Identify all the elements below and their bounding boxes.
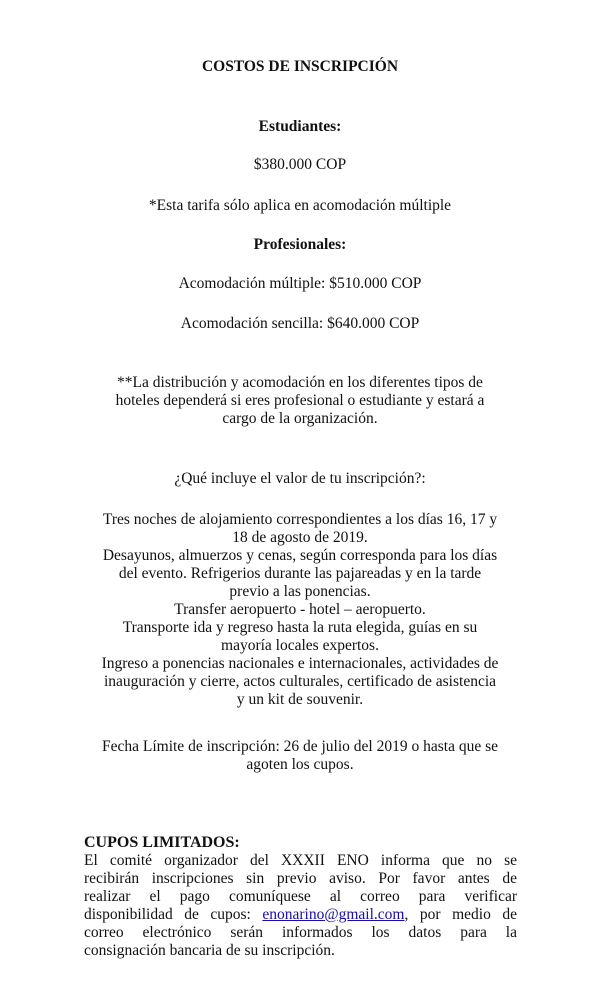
students-note: *Esta tarifa sólo aplica en acomodación múltiple [148, 197, 452, 214]
deadline-note [70, 738, 530, 774]
limited-spots-section [84, 834, 517, 960]
students-heading: Estudiantes: [258, 118, 342, 135]
deadline-line: Fecha Límite de inscripción: 26 de julio del 2019 o hasta que se [101, 738, 498, 755]
note-line: **La distribución y acomodación en los diferentes tipos de [117, 374, 483, 391]
limited-line: realizar el pago comuníquese al correo para verificar [84, 888, 517, 905]
includes-line: Desayunos, almuerzos y cenas, según corresponda para los días [102, 547, 498, 564]
professionals-heading: Profesionales: [253, 236, 347, 253]
deadline-line: agoten los cupos. [246, 756, 354, 773]
includes-line: previo a las ponencias. [229, 583, 371, 600]
students-price: $380.000 COP [253, 156, 347, 173]
email-link[interactable]: enonarino@gmail.com [262, 906, 405, 923]
includes-line: Transfer aeropuerto - hotel – aeropuerto. [174, 601, 426, 618]
limited-spots-heading: CUPOS LIMITADOS: [84, 834, 240, 851]
limited-line: recibirán inscripciones sin previo aviso. Por favor antes de [84, 870, 517, 887]
limited-line: El comité organizador del XXXII ENO informa que no se [84, 852, 517, 869]
limited-line: consignación bancaria de su inscripción. [84, 942, 335, 959]
limited-text: disponibilidad de cupos: [84, 906, 251, 923]
professionals-multiple-price: Acomodación múltiple: $510.000 COP [178, 275, 422, 292]
includes-line: Ingreso a ponencias nacionales e internacionales, actividades de [101, 655, 499, 672]
includes-line: 18 de agosto de 2019. [232, 529, 368, 546]
note-line: cargo de la organización. [222, 410, 378, 427]
limited-line: correo electrónico serán informados los datos para la [84, 924, 517, 941]
includes-line: del evento. Refrigerios durante las pajareadas y en la tarde [118, 565, 482, 582]
includes-line: mayoría locales expertos. [221, 637, 379, 654]
includes-list [70, 511, 530, 709]
limited-text: , por medio de [404, 906, 517, 923]
distribution-note [70, 374, 530, 428]
includes-line: y un kit de souvenir. [236, 691, 364, 708]
includes-line: Tres noches de alojamiento correspondientes a los días 16, 17 y [102, 511, 498, 528]
includes-line: Transporte ida y regreso hasta la ruta elegida, guías en su [122, 619, 478, 636]
page-title: COSTOS DE INSCRIPCIÓN [201, 58, 399, 75]
includes-line: inauguración y cierre, actos culturales, certificado de asistencia [103, 673, 497, 690]
professionals-single-price: Acomodación sencilla: $640.000 COP [180, 315, 420, 332]
note-line: hoteles dependerá si eres profesional o estudiante y estará a [115, 392, 485, 409]
includes-question: ¿Qué incluye el valor de tu inscripción?: [174, 470, 426, 487]
limited-line-email [84, 906, 517, 924]
